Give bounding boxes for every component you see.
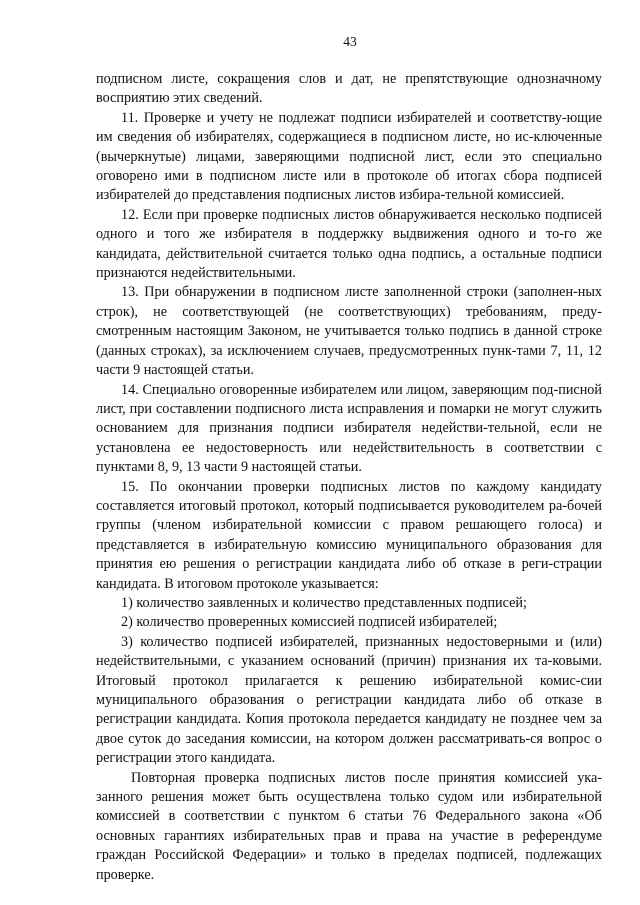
paragraph-item-15: 15. По окончании проверки подписных листов по каждому кандидату составляется итоговый протокол, который подписывается руководителем ра-бочей группы (членом избирательной комиссии с правом решающего голоса) и представляется в избирательную комиссию муниципального образования для принятия ею решения о регистрации кандидата либо об отказе в реги-страции кандидата. В итоговом протоколе указывается: <box>96 478 602 592</box>
list-item-2: 2) количество проверенных комиссией подписей избирателей; <box>121 614 498 631</box>
list-item-3: 3) количество подписей избирателей, признанных недостоверными и (или) недействительными, с указанием оснований (причин) признания их та-ковыми. Итоговый протокол прилагается к решению избирательной комис-сии муниципального образования о регистрации кандидата либо об отказе в регистрации кандидата. Копия протокола передается кандидату не позднее чем за двое суток до заседания комиссии, на котором должен рассматривать-ся вопрос о регистрации этого кандидата. <box>96 633 602 767</box>
paragraph-repeat-check: Повторная проверка подписных листов после принятия комиссией ука-занного решения может быть осуществлена только судом или избирательной комиссией в соответствии с пунктом 6 статьи 76 Федерального закона «Об основных гарантиях избирательных прав и права на участие в референдуме граждан Российской Федерации» и только в пределах подписей, подлежащих проверке. <box>96 769 602 883</box>
paragraph-item-13: 13. При обнаружении в подписном листе заполненной строки (заполнен-ных строк), не соответствующей (не соответствующих) требованиям, преду-смотренным настоящим Законом, не учитывается только подпись в данной строке (данных строках), за исключением случаев, предусмотренных пунк-тами 7, 11, 12 части 9 настоящей статьи. <box>96 284 602 379</box>
list-item-1: 1) количество заявленных и количество представленных подписей; <box>121 594 527 611</box>
paragraph-item-11: 11. Проверке и учету не подлежат подписи избирателей и соответству-ющие им сведения об избирателях, содержащиеся в подписном листе, но ис-ключенные (вычеркнутые) лицами, заверяющими подписной лист, если это специально оговорено ими в подписном листе или в протоколе об итогах сбора подписей избирателей до представления подписных листов избира-тельной комиссией. <box>96 109 602 204</box>
paragraph-continuation: подписном листе, сокращения слов и дат, не препятствующие однозначному восприятию этих сведений. <box>96 71 602 107</box>
page-number: 43 <box>343 34 357 49</box>
paragraph-item-14: 14. Специально оговоренные избирателем или лицом, заверяющим под-писной лист, при составлении подписного листа исправления и помарки не могут служить основанием для признания подписи избирателя недействи-тельной, если не установлена ее недостоверность или недействительность в соответствии с пунктами 8, 9, 13 части 9 настоящей статьи. <box>96 381 602 476</box>
paragraph-item-12: 12. Если при проверке подписных листов обнаруживается несколько подписей одного и того же избирателя в поддержку выдвижения одного и то-го же кандидата, действительной считается только одна подпись, а остальные подписи признаются недействительными. <box>96 206 602 282</box>
